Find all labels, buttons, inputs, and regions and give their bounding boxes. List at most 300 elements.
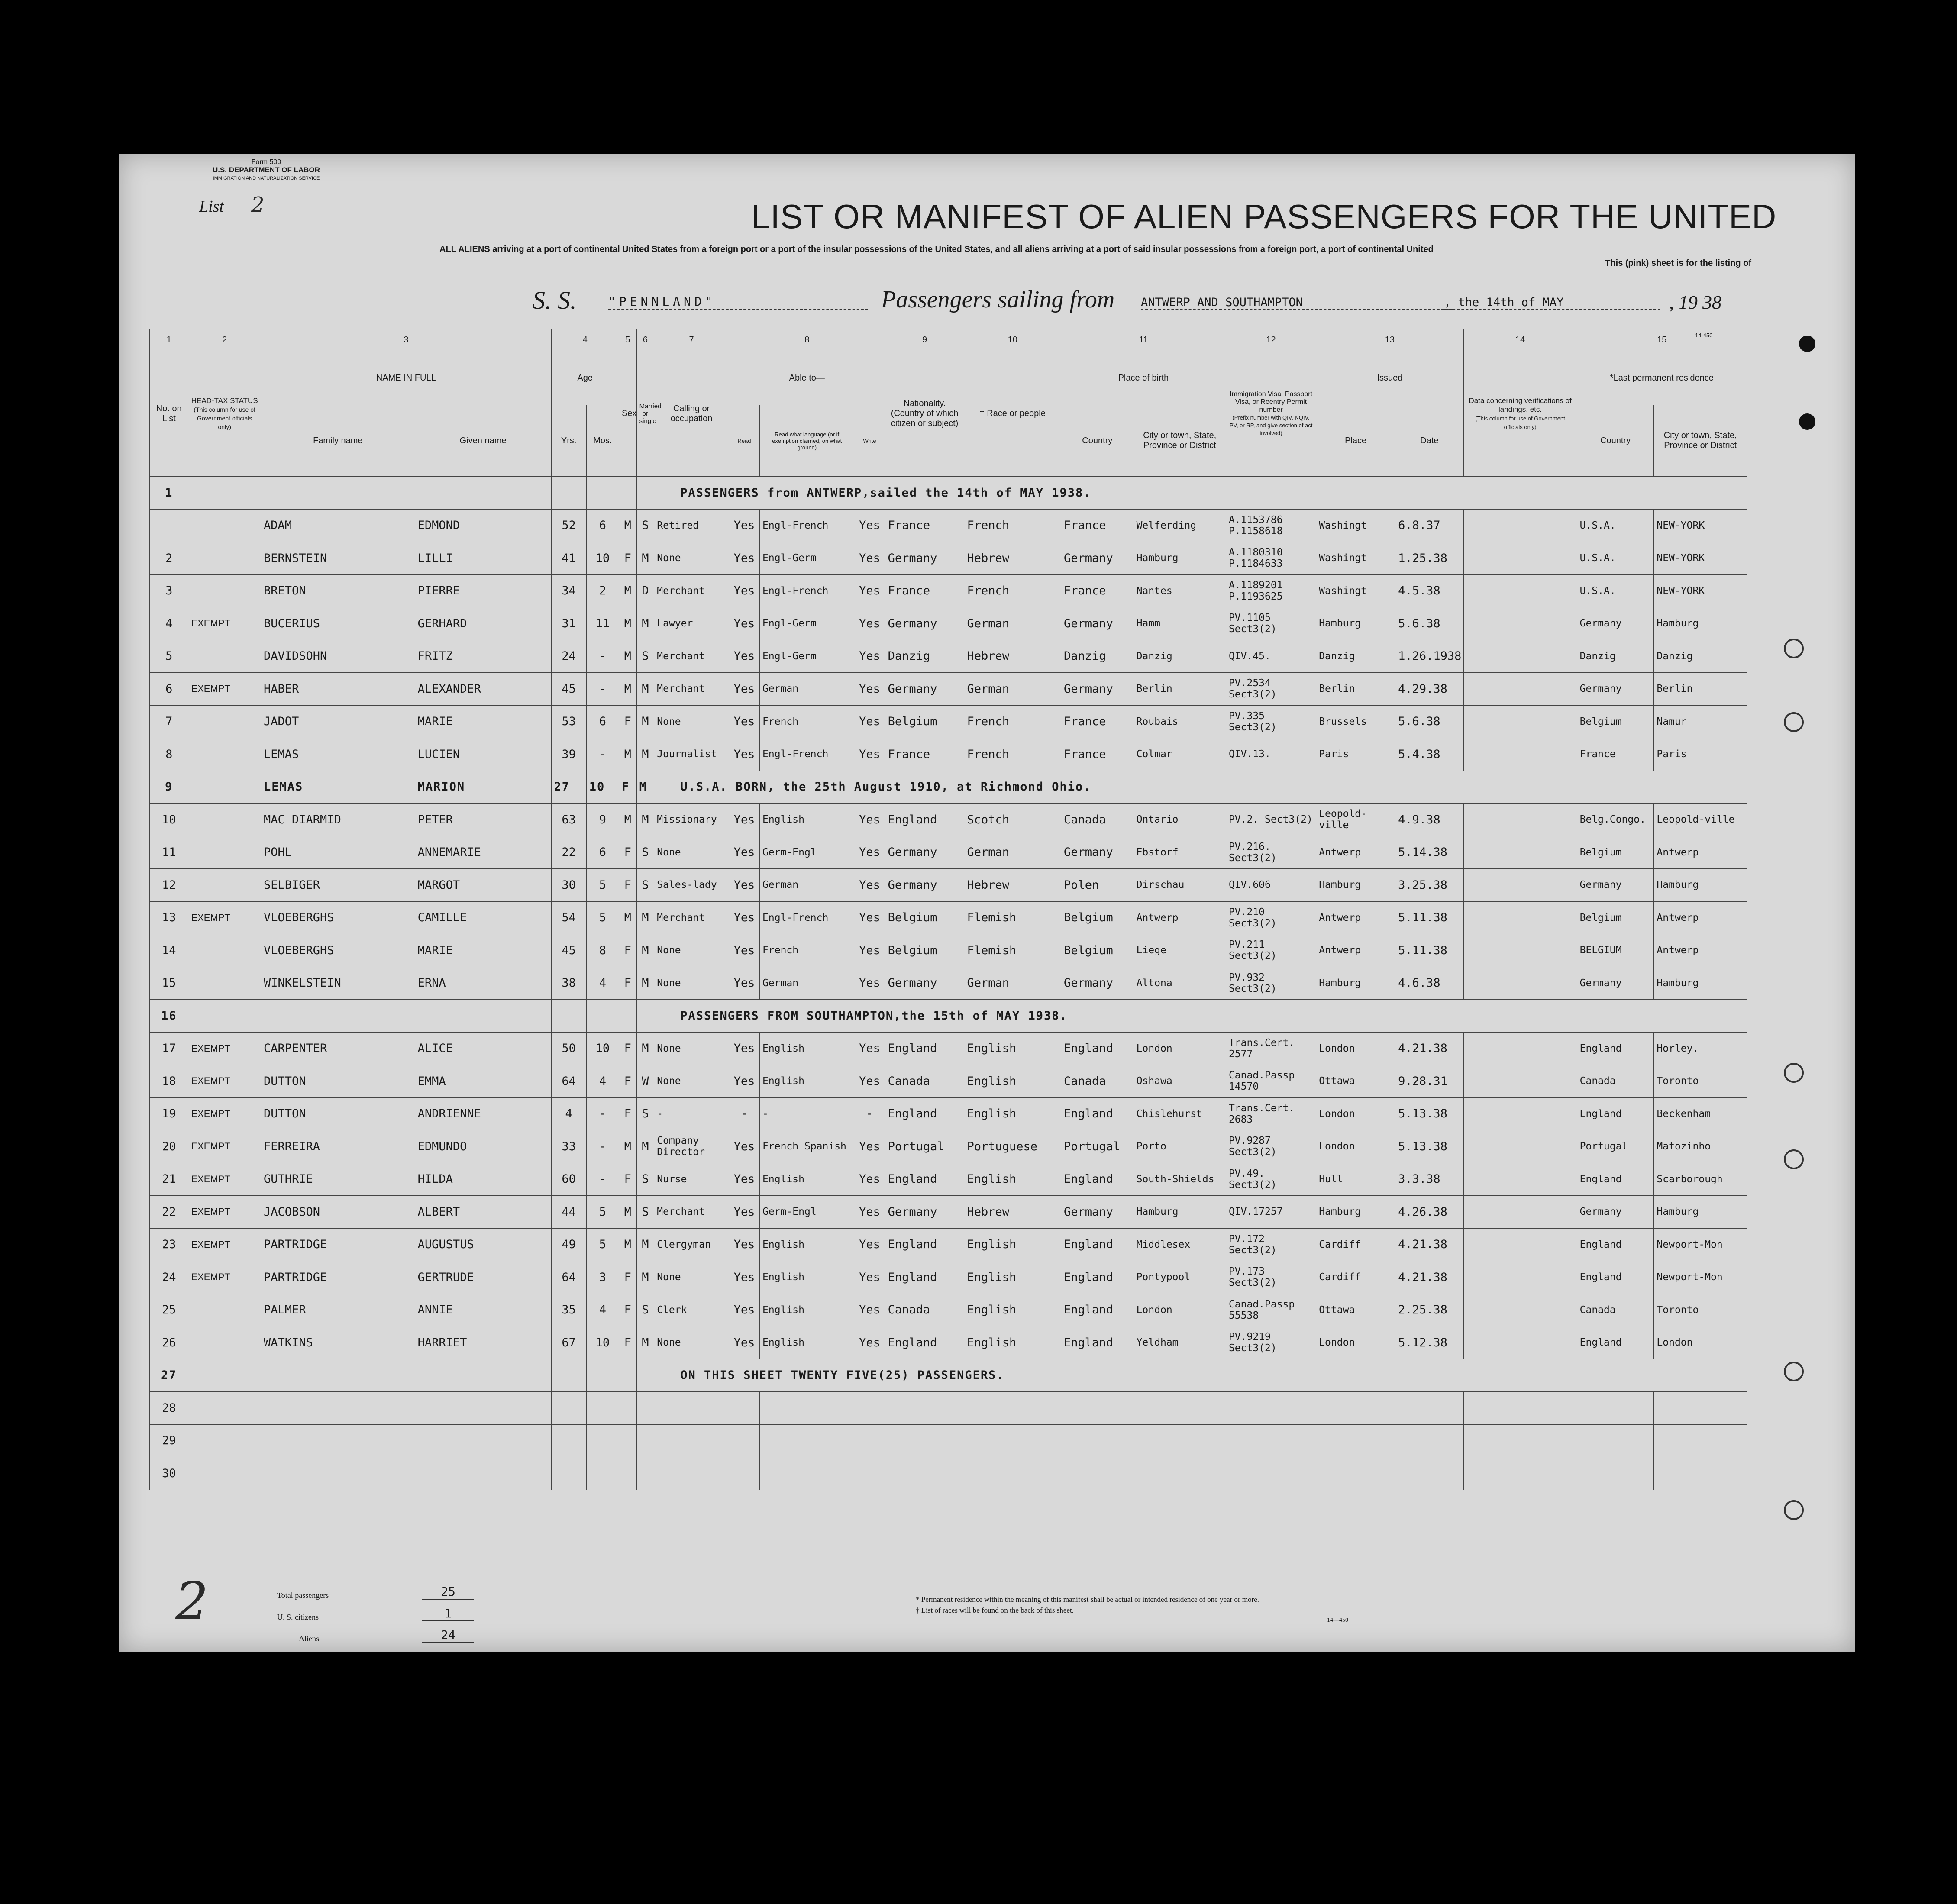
- department-name: U.S. DEPARTMENT OF LABOR: [212, 166, 320, 174]
- punch-hole: [1784, 1362, 1804, 1381]
- cell-iplace: Hull: [1316, 1163, 1395, 1196]
- cell-ms: M: [636, 705, 654, 738]
- list-label: List: [199, 197, 224, 216]
- cell-race: German: [964, 673, 1061, 706]
- cell-rcountry: Canada: [1577, 1065, 1654, 1098]
- cell-write: Yes: [854, 934, 885, 967]
- cell-read: Yes: [729, 705, 759, 738]
- cell-no: 1: [150, 477, 188, 510]
- cell-given: MARIE: [415, 934, 551, 967]
- cell-lang: Engl-Germ: [760, 542, 854, 575]
- cell-idate: 4.21.38: [1395, 1261, 1463, 1294]
- cell-ms: W: [636, 1065, 654, 1098]
- cell-idate: 5.12.38: [1395, 1326, 1463, 1359]
- cell-visa: Canad.Passp 14570: [1226, 1065, 1316, 1098]
- table-row: [150, 574, 1747, 607]
- cell-bcountry: France: [1061, 738, 1134, 771]
- cell-write: Yes: [854, 836, 885, 869]
- section-heading: PASSENGERS FROM SOUTHAMPTON,the 15th of MAY 1938.: [654, 1000, 1747, 1033]
- cell-bcountry: England: [1061, 1294, 1134, 1326]
- col-issued: Issued: [1316, 351, 1463, 405]
- cell-no: 9: [150, 771, 188, 804]
- cell-yrs: 63: [551, 804, 586, 836]
- cell-nat: Germany: [885, 967, 964, 1000]
- cell-given: ERNA: [415, 967, 551, 1000]
- cell-yrs: [551, 1359, 586, 1392]
- cell-lang: English: [760, 1228, 854, 1261]
- cell-no: 25: [150, 1294, 188, 1326]
- cell-given: EDMUNDO: [415, 1130, 551, 1163]
- cell-bcity: London: [1134, 1294, 1226, 1326]
- cell-write: Yes: [854, 1032, 885, 1065]
- cell-bcountry: Belgium: [1061, 934, 1134, 967]
- cell-nat: [885, 1392, 964, 1425]
- cell-mos: -: [586, 1163, 619, 1196]
- cell-gov: [1463, 1130, 1577, 1163]
- cell-tax: [188, 1326, 261, 1359]
- cell-family: SELBIGER: [261, 869, 415, 902]
- cell-iplace: Cardiff: [1316, 1228, 1395, 1261]
- cell-rcountry: England: [1577, 1261, 1654, 1294]
- subtitle-2: This (pink) sheet is for the listing of: [1605, 258, 1751, 268]
- cell-read: Yes: [729, 934, 759, 967]
- table-row: [150, 1032, 1747, 1065]
- cell-family: VLOEBERGHS: [261, 901, 415, 934]
- cell-given: EMMA: [415, 1065, 551, 1098]
- cell-lang: German: [760, 673, 854, 706]
- col-place-of-birth: Place of birth: [1061, 351, 1226, 405]
- cell-iplace: Brussels: [1316, 705, 1395, 738]
- cell-bcity: [1134, 1457, 1226, 1490]
- cell-calling: [654, 1392, 729, 1425]
- cell-calling: Clergyman: [654, 1228, 729, 1261]
- cell-given: ANNIE: [415, 1294, 551, 1326]
- cell-idate: 4.21.38: [1395, 1032, 1463, 1065]
- cell-mos: 5: [586, 869, 619, 902]
- cell-race: English: [964, 1228, 1061, 1261]
- cell-tax: [188, 542, 261, 575]
- col-name-in-full: NAME IN FULL: [261, 351, 552, 405]
- cell-ms: M: [636, 607, 654, 640]
- cell-nat: England: [885, 1261, 964, 1294]
- cell-bcity: Oshawa: [1134, 1065, 1226, 1098]
- cell-given: FRITZ: [415, 640, 551, 673]
- cell-nat: Belgium: [885, 901, 964, 934]
- cell-iplace: [1316, 1392, 1395, 1425]
- cell-lang: [760, 1392, 854, 1425]
- cell-no: 16: [150, 1000, 188, 1033]
- cell-nat: England: [885, 1228, 964, 1261]
- cell-sex: [619, 1457, 636, 1490]
- cell-family: [261, 477, 415, 510]
- total-passengers-label: Total passengers: [277, 1591, 329, 1600]
- cell-race: Hebrew: [964, 869, 1061, 902]
- cell-sex: M: [619, 607, 636, 640]
- cell-iplace: Antwerp: [1316, 901, 1395, 934]
- col-married: Married or single: [636, 351, 654, 477]
- cell-sex: F: [619, 934, 636, 967]
- cell-mos: [586, 1424, 619, 1457]
- cell-given: [415, 477, 551, 510]
- cell-read: Yes: [729, 1326, 759, 1359]
- cell-yrs: 34: [551, 574, 586, 607]
- cell-family: LEMAS: [261, 771, 415, 804]
- sailing-label: Passengers sailing from: [881, 286, 1115, 313]
- cell-mos: -: [586, 640, 619, 673]
- cell-mos: 11: [586, 607, 619, 640]
- cell-tax: [188, 738, 261, 771]
- cell-nat: England: [885, 1326, 964, 1359]
- cell-bcountry: England: [1061, 1261, 1134, 1294]
- cell-read: Yes: [729, 836, 759, 869]
- cell-ms: S: [636, 869, 654, 902]
- cell-mos: 8: [586, 934, 619, 967]
- cell-gov: [1463, 1392, 1577, 1425]
- cell-mos: 10: [586, 1032, 619, 1065]
- cell-write: [854, 1392, 885, 1425]
- cell-race: German: [964, 607, 1061, 640]
- cell-idate: 9.28.31: [1395, 1065, 1463, 1098]
- cell-gov: [1463, 1032, 1577, 1065]
- us-citizens-value: 1: [422, 1606, 474, 1621]
- cell-mos: 5: [586, 901, 619, 934]
- cell-race: English: [964, 1261, 1061, 1294]
- cell-visa: PV.210 Sect3(2): [1226, 901, 1316, 934]
- col-nationality: Nationality. (Country of which citizen or subject): [885, 351, 964, 477]
- cell-visa: PV.2. Sect3(2): [1226, 804, 1316, 836]
- col-visa: Immigration Visa, Passport Visa, or Reentry Permit number (Prefix number with QIV, NQIV, PV, or RP, and give section of act involved): [1226, 351, 1316, 477]
- cell-given: ALBERT: [415, 1196, 551, 1229]
- cell-given: ANNEMARIE: [415, 836, 551, 869]
- cell-idate: [1395, 1457, 1463, 1490]
- cell-no: 3: [150, 574, 188, 607]
- cell-idate: 4.5.38: [1395, 574, 1463, 607]
- cell-visa: A.1189201 P.1193625: [1226, 574, 1316, 607]
- cell-visa: PV.335 Sect3(2): [1226, 705, 1316, 738]
- cell-bcountry: Portugal: [1061, 1130, 1134, 1163]
- cell-lang: English: [760, 1163, 854, 1196]
- cell-family: LEMAS: [261, 738, 415, 771]
- cell-iplace: Cardiff: [1316, 1261, 1395, 1294]
- cell-nat: England: [885, 804, 964, 836]
- cell-idate: 5.6.38: [1395, 607, 1463, 640]
- cell-yrs: 41: [551, 542, 586, 575]
- cell-no: 11: [150, 836, 188, 869]
- cell-mos: 4: [586, 967, 619, 1000]
- cell-lang: Germ-Engl: [760, 836, 854, 869]
- cell-family: WINKELSTEIN: [261, 967, 415, 1000]
- cell-nat: Belgium: [885, 934, 964, 967]
- cell-visa: QIV.45.: [1226, 640, 1316, 673]
- punch-hole: [1784, 1149, 1804, 1169]
- cell-ms: M: [636, 542, 654, 575]
- cell-yrs: 45: [551, 673, 586, 706]
- cell-rcity: Beckenham: [1654, 1097, 1747, 1130]
- cell-tax: [188, 477, 261, 510]
- cell-family: BRETON: [261, 574, 415, 607]
- col-last-residence: *Last permanent residence: [1577, 351, 1747, 405]
- cell-lang: Engl-French: [760, 574, 854, 607]
- section-heading: PASSENGERS from ANTWERP,sailed the 14th of MAY 1938.: [654, 477, 1747, 510]
- cell-read: Yes: [729, 607, 759, 640]
- cell-nat: England: [885, 1032, 964, 1065]
- cell-rcountry: Portugal: [1577, 1130, 1654, 1163]
- cell-no: 28: [150, 1392, 188, 1425]
- cell-read: Yes: [729, 574, 759, 607]
- cell-lang: English: [760, 1294, 854, 1326]
- cell-family: HABER: [261, 673, 415, 706]
- cell-write: Yes: [854, 607, 885, 640]
- cell-tax: [188, 640, 261, 673]
- cell-yrs: 53: [551, 705, 586, 738]
- cell-calling: None: [654, 934, 729, 967]
- cell-sex: F: [619, 1065, 636, 1098]
- cell-tax: EXEMPT: [188, 673, 261, 706]
- table-row: [150, 477, 1747, 510]
- cell-sex: M: [619, 1228, 636, 1261]
- cell-ms: M: [636, 1032, 654, 1065]
- cell-mos: 2: [586, 574, 619, 607]
- cell-sex: F: [619, 1097, 636, 1130]
- cell-iplace: Hamburg: [1316, 1196, 1395, 1229]
- cell-idate: 4.9.38: [1395, 804, 1463, 836]
- cell-gov: [1463, 901, 1577, 934]
- cell-visa: A.1153786 P.1158618: [1226, 509, 1316, 542]
- cell-tax: [188, 1000, 261, 1033]
- cell-tax: EXEMPT: [188, 1032, 261, 1065]
- cell-write: Yes: [854, 804, 885, 836]
- cell-calling: None: [654, 1032, 729, 1065]
- cell-visa: PV.9219 Sect3(2): [1226, 1326, 1316, 1359]
- cell-sex: M: [619, 1196, 636, 1229]
- cell-given: [415, 1424, 551, 1457]
- cell-read: Yes: [729, 869, 759, 902]
- cell-yrs: 44: [551, 1196, 586, 1229]
- cell-rcountry: Belgium: [1577, 705, 1654, 738]
- cell-mos: 4: [586, 1065, 619, 1098]
- cell-gov: [1463, 1424, 1577, 1457]
- cell-bcountry: Germany: [1061, 673, 1134, 706]
- cell-iplace: Ottawa: [1316, 1065, 1395, 1098]
- cell-read: Yes: [729, 967, 759, 1000]
- cell-no: 26: [150, 1326, 188, 1359]
- cell-bcountry: [1061, 1457, 1134, 1490]
- table-row: [150, 836, 1747, 869]
- cell-rcity: NEW-YORK: [1654, 509, 1747, 542]
- table-row: [150, 967, 1747, 1000]
- form-code: 14-450: [1695, 332, 1713, 339]
- cell-rcountry: BELGIUM: [1577, 934, 1654, 967]
- cell-read: -: [729, 1097, 759, 1130]
- cell-given: GERTRUDE: [415, 1261, 551, 1294]
- cell-yrs: 64: [551, 1261, 586, 1294]
- cell-family: CARPENTER: [261, 1032, 415, 1065]
- cell-calling: Nurse: [654, 1163, 729, 1196]
- cell-calling: Merchant: [654, 673, 729, 706]
- cell-rcountry: Danzig: [1577, 640, 1654, 673]
- cell-nat: Danzig: [885, 640, 964, 673]
- cell-no: 6: [150, 673, 188, 706]
- cell-no: 10: [150, 804, 188, 836]
- cell-calling: None: [654, 836, 729, 869]
- cell-sex: [619, 477, 636, 510]
- cell-idate: 4.21.38: [1395, 1228, 1463, 1261]
- cell-ms: [636, 1392, 654, 1425]
- cell-lang: [760, 1457, 854, 1490]
- cell-idate: 5.13.38: [1395, 1097, 1463, 1130]
- cell-bcountry: France: [1061, 509, 1134, 542]
- cell-yrs: [551, 1424, 586, 1457]
- cell-race: English: [964, 1294, 1061, 1326]
- cell-bcity: South-Shields: [1134, 1163, 1226, 1196]
- cell-bcity: Colmar: [1134, 738, 1226, 771]
- cell-mos: 6: [586, 705, 619, 738]
- cell-lang: Engl-French: [760, 509, 854, 542]
- cell-write: -: [854, 1097, 885, 1130]
- cell-write: Yes: [854, 1261, 885, 1294]
- cell-rcity: Hamburg: [1654, 967, 1747, 1000]
- cell-yrs: [551, 477, 586, 510]
- cell-no: 14: [150, 934, 188, 967]
- cell-ms: M: [636, 934, 654, 967]
- cell-rcity: Newport-Mon: [1654, 1228, 1747, 1261]
- cell-family: [261, 1359, 415, 1392]
- cell-gov: [1463, 673, 1577, 706]
- cell-rcity: Paris: [1654, 738, 1747, 771]
- cell-ms: [636, 1424, 654, 1457]
- cell-calling: Missionary: [654, 804, 729, 836]
- cell-rcity: Scarborough: [1654, 1163, 1747, 1196]
- cell-read: Yes: [729, 1130, 759, 1163]
- cell-gov: [1463, 640, 1577, 673]
- cell-ms: [636, 1457, 654, 1490]
- cell-rcountry: Germany: [1577, 967, 1654, 1000]
- cell-rcountry: England: [1577, 1097, 1654, 1130]
- punch-hole: [1799, 336, 1815, 352]
- cell-race: Hebrew: [964, 542, 1061, 575]
- cell-yrs: 49: [551, 1228, 586, 1261]
- table-row: [150, 804, 1747, 836]
- cell-bcity: Ebstorf: [1134, 836, 1226, 869]
- cell-rcity: Hamburg: [1654, 1196, 1747, 1229]
- ss-label: S. S.: [533, 286, 577, 314]
- cell-visa: PV.9287 Sect3(2): [1226, 1130, 1316, 1163]
- table-row: [150, 934, 1747, 967]
- cell-write: Yes: [854, 574, 885, 607]
- cell-bcountry: France: [1061, 574, 1134, 607]
- cell-gov: [1463, 967, 1577, 1000]
- cell-lang: English: [760, 804, 854, 836]
- cell-idate: 6.8.37: [1395, 509, 1463, 542]
- cell-write: Yes: [854, 509, 885, 542]
- cell-given: HILDA: [415, 1163, 551, 1196]
- cell-rcountry: Belgium: [1577, 901, 1654, 934]
- cell-read: [729, 1424, 759, 1457]
- cell-gov: [1463, 542, 1577, 575]
- cell-mos: 5: [586, 1228, 619, 1261]
- cell-nat: Canada: [885, 1065, 964, 1098]
- cell-lang: [760, 1424, 854, 1457]
- cell-read: Yes: [729, 804, 759, 836]
- cell-tax: EXEMPT: [188, 1163, 261, 1196]
- cell-mos: [586, 1457, 619, 1490]
- cell-gov: [1463, 1097, 1577, 1130]
- punch-hole: [1784, 712, 1804, 732]
- table-row: [150, 1196, 1747, 1229]
- cell-bcity: Hamburg: [1134, 542, 1226, 575]
- cell-family: [261, 1392, 415, 1425]
- table-row: [150, 1326, 1747, 1359]
- cell-read: Yes: [729, 542, 759, 575]
- cell-rcountry: England: [1577, 1228, 1654, 1261]
- cell-bcountry: Danzig: [1061, 640, 1134, 673]
- cell-visa: PV.216. Sect3(2): [1226, 836, 1316, 869]
- cell-lang: French: [760, 934, 854, 967]
- cell-rcity: Namur: [1654, 705, 1747, 738]
- cell-nat: Germany: [885, 542, 964, 575]
- cell-given: CAMILLE: [415, 901, 551, 934]
- cell-bcity: Liege: [1134, 934, 1226, 967]
- cell-write: Yes: [854, 1163, 885, 1196]
- cell-calling: Merchant: [654, 640, 729, 673]
- cell-calling: None: [654, 542, 729, 575]
- cell-gov: [1463, 1196, 1577, 1229]
- cell-family: DUTTON: [261, 1097, 415, 1130]
- col-gov-data: Data concerning verifications of landings, etc. (This column for use of Government officials only): [1463, 351, 1577, 477]
- cell-lang: -: [760, 1097, 854, 1130]
- table-row: [150, 1065, 1747, 1098]
- cell-bcity: Nantes: [1134, 574, 1226, 607]
- cell-rcity: Newport-Mon: [1654, 1261, 1747, 1294]
- cell-calling: Journalist: [654, 738, 729, 771]
- cell-bcity: Antwerp: [1134, 901, 1226, 934]
- cell-idate: 2.25.38: [1395, 1294, 1463, 1326]
- cell-read: Yes: [729, 1032, 759, 1065]
- cell-given: ALEXANDER: [415, 673, 551, 706]
- cell-yrs: 54: [551, 901, 586, 934]
- cell-tax: EXEMPT: [188, 607, 261, 640]
- cell-yrs: 4: [551, 1097, 586, 1130]
- cell-given: PIERRE: [415, 574, 551, 607]
- cell-sex: F: [619, 967, 636, 1000]
- cell-race: [964, 1457, 1061, 1490]
- cell-calling: Sales-lady: [654, 869, 729, 902]
- cell-bcountry: England: [1061, 1032, 1134, 1065]
- subtitle: ALL ALIENS arriving at a port of continental United States from a foreign port or a port of the insular possessions of the United States, and all aliens arriving at a port of said insular possessions from a foreign port, a port of continental United: [439, 245, 1434, 254]
- cell-yrs: [551, 1457, 586, 1490]
- cell-mos: -: [586, 1097, 619, 1130]
- cell-gov: [1463, 804, 1577, 836]
- cell-lang: Engl-French: [760, 901, 854, 934]
- cell-idate: 1.26.1938: [1395, 640, 1463, 673]
- cell-idate: 4.29.38: [1395, 673, 1463, 706]
- punch-hole: [1784, 1063, 1804, 1083]
- cell-iplace: Antwerp: [1316, 836, 1395, 869]
- cell-calling: Company Director: [654, 1130, 729, 1163]
- cell-bcountry: Germany: [1061, 542, 1134, 575]
- cell-idate: [1395, 1424, 1463, 1457]
- cell-calling: Retired: [654, 509, 729, 542]
- table-row: [150, 705, 1747, 738]
- cell-rcountry: Germany: [1577, 869, 1654, 902]
- cell-sex: M: [619, 804, 636, 836]
- cell-no: 23: [150, 1228, 188, 1261]
- cell-tax: EXEMPT: [188, 901, 261, 934]
- cell-bcity: Hamburg: [1134, 1196, 1226, 1229]
- cell-nat: Germany: [885, 1196, 964, 1229]
- cell-rcountry: Germany: [1577, 607, 1654, 640]
- cell-rcity: [1654, 1457, 1747, 1490]
